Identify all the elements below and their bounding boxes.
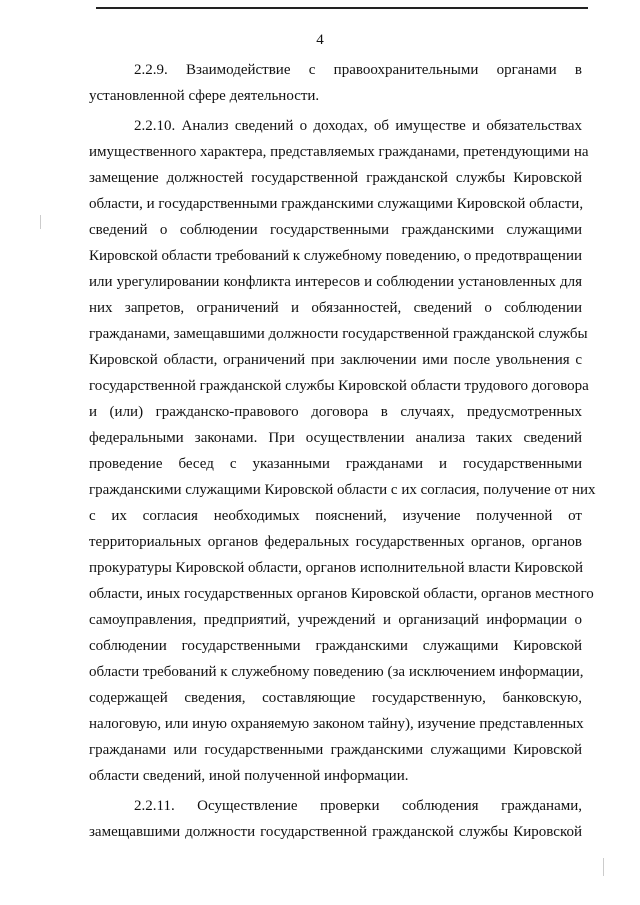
text-line: и (или) гражданско-правового договора в случаях, предусмотренных bbox=[89, 404, 582, 420]
text-line: прокуратуры Кировской области, органов исполнительной власти Кировской bbox=[89, 560, 584, 576]
top-border-line bbox=[96, 7, 588, 9]
text-line: области, и государственными гражданскими служащими Кировской области, bbox=[89, 196, 584, 212]
text-line: замещавшими должности государственной гражданской службы Кировской bbox=[89, 824, 582, 840]
text-line: имущественного характера, представляемых гражданами, претендующими на bbox=[89, 144, 589, 160]
text-line: области требований к служебному поведению (за исключением информации, bbox=[89, 664, 584, 680]
text-line: гражданами, замещавшими должности государственной гражданской службы bbox=[89, 326, 588, 342]
text-line: содержащей сведения, составляющие государственную, банковскую, bbox=[89, 690, 582, 706]
paragraph-2-2-10 bbox=[89, 113, 596, 789]
document-body bbox=[89, 57, 596, 845]
scan-margin-mark bbox=[603, 858, 604, 876]
text-line: области сведений, иной полученной информации. bbox=[89, 768, 409, 784]
text-line: них запретов, ограничений и обязанностей, сведений о соблюдении bbox=[89, 300, 582, 316]
text-line: гражданами или государственными гражданскими служащими Кировской bbox=[89, 742, 582, 758]
text-line: соблюдении государственными гражданскими служащими Кировской bbox=[89, 638, 582, 654]
text-line: самоуправления, предприятий, учреждений и организаций информации о bbox=[89, 612, 582, 628]
text-line: налоговую, или иную охраняемую законом тайну), изучение представленных bbox=[89, 716, 584, 732]
text-line: сведений о соблюдении государственными гражданскими служащими bbox=[89, 222, 582, 238]
text-line: территориальных органов федеральных государственных органов, органов bbox=[89, 534, 582, 550]
text-line: установленной сфере деятельности. bbox=[89, 88, 320, 104]
text-line: 2.2.10. Анализ сведений о доходах, об имуществе и обязательствах bbox=[134, 118, 582, 134]
paragraph-2-2-11 bbox=[89, 793, 582, 845]
text-line: гражданскими служащими Кировской области с их согласия, получение от них bbox=[89, 482, 596, 498]
text-line: Кировской области требований к служебному поведению, о предотвращении bbox=[89, 248, 582, 264]
text-line: проведение бесед с указанными гражданами и государственными bbox=[89, 456, 582, 472]
paragraph-2-2-9 bbox=[89, 57, 582, 109]
text-line: федеральными законами. При осуществлении анализа таких сведений bbox=[89, 430, 582, 446]
text-line: 2.2.9. Взаимодействие с правоохранительными органами в bbox=[134, 62, 582, 78]
text-line: замещение должностей государственной гражданской службы Кировской bbox=[89, 170, 582, 186]
text-line: с их согласия необходимых пояснений, изучение полученной от bbox=[89, 508, 582, 524]
scan-margin-mark bbox=[40, 215, 41, 229]
text-line: 2.2.11. Осуществление проверки соблюдения гражданами, bbox=[134, 798, 582, 814]
text-line: Кировской области, ограничений при заключении ими после увольнения с bbox=[89, 352, 582, 368]
text-line: государственной гражданской службы Кировской области трудового договора bbox=[89, 378, 589, 394]
text-line: или урегулировании конфликта интересов и соблюдении установленных для bbox=[89, 274, 582, 290]
text-line: области, иных государственных органов Кировской области, органов местного bbox=[89, 586, 594, 602]
page-number: 4 bbox=[316, 32, 324, 48]
